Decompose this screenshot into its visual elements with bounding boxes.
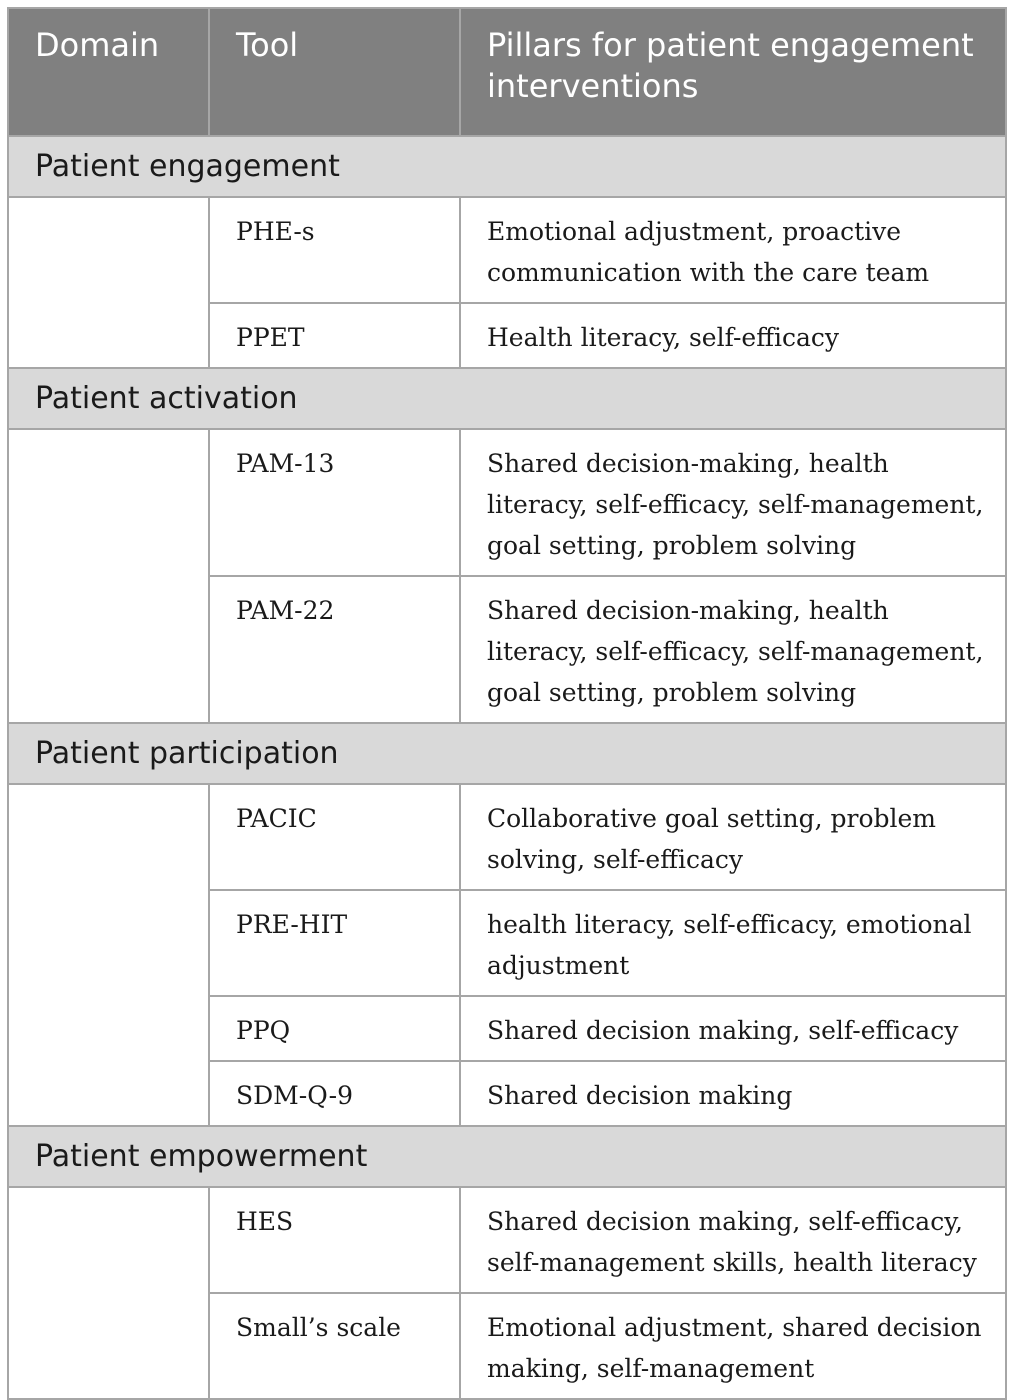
pillars-cell: Emotional adjustment, shared decision making, self-management xyxy=(460,1293,1006,1399)
section-row-participation xyxy=(8,723,1006,784)
table-row xyxy=(8,429,1006,576)
header-tool: Tool xyxy=(209,8,460,136)
tool-cell: PAM-13 xyxy=(209,429,460,576)
engagement-tools-table xyxy=(7,7,1007,1400)
tool-cell: HES xyxy=(209,1187,460,1293)
tool-cell: PPET xyxy=(209,303,460,368)
section-row-empowerment xyxy=(8,1126,1006,1187)
pillars-cell: Shared decision making, self-efficacy, self-management skills, health literacy xyxy=(460,1187,1006,1293)
section-label: Patient participation xyxy=(8,723,1006,784)
section-row-engagement xyxy=(8,136,1006,197)
pillars-cell: health literacy, self-efficacy, emotional adjustment xyxy=(460,890,1006,996)
domain-cell-empty xyxy=(8,784,209,1126)
section-label: Patient empowerment xyxy=(8,1126,1006,1187)
tool-cell: PPQ xyxy=(209,996,460,1061)
pillars-cell: Shared decision making, self-efficacy xyxy=(460,996,1006,1061)
section-label: Patient activation xyxy=(8,368,1006,429)
header-pillars: Pillars for patient engagement interventions xyxy=(460,8,1006,136)
table-row xyxy=(8,1187,1006,1293)
section-row-activation xyxy=(8,368,1006,429)
tool-cell: PHE-s xyxy=(209,197,460,303)
pillars-cell: Shared decision making xyxy=(460,1061,1006,1126)
tool-cell: PAM-22 xyxy=(209,576,460,723)
pillars-cell: Shared decision-making, health literacy, self-efficacy, self-management, goal setting, problem solving xyxy=(460,576,1006,723)
tool-cell: SDM-Q-9 xyxy=(209,1061,460,1126)
header-domain: Domain xyxy=(8,8,209,136)
pillars-cell: Emotional adjustment, proactive communication with the care team xyxy=(460,197,1006,303)
tool-cell: PACIC xyxy=(209,784,460,890)
table-row xyxy=(8,197,1006,303)
domain-cell-empty xyxy=(8,1187,209,1399)
domain-cell-empty xyxy=(8,429,209,723)
header-row xyxy=(8,8,1006,136)
pillars-cell: Collaborative goal setting, problem solving, self-efficacy xyxy=(460,784,1006,890)
tool-cell: PRE-HIT xyxy=(209,890,460,996)
table-row xyxy=(8,784,1006,890)
domain-cell-empty xyxy=(8,197,209,368)
pillars-cell: Shared decision-making, health literacy, self-efficacy, self-management, goal setting, problem solving xyxy=(460,429,1006,576)
tool-cell: Small’s scale xyxy=(209,1293,460,1399)
section-label: Patient engagement xyxy=(8,136,1006,197)
pillars-cell: Health literacy, self-efficacy xyxy=(460,303,1006,368)
